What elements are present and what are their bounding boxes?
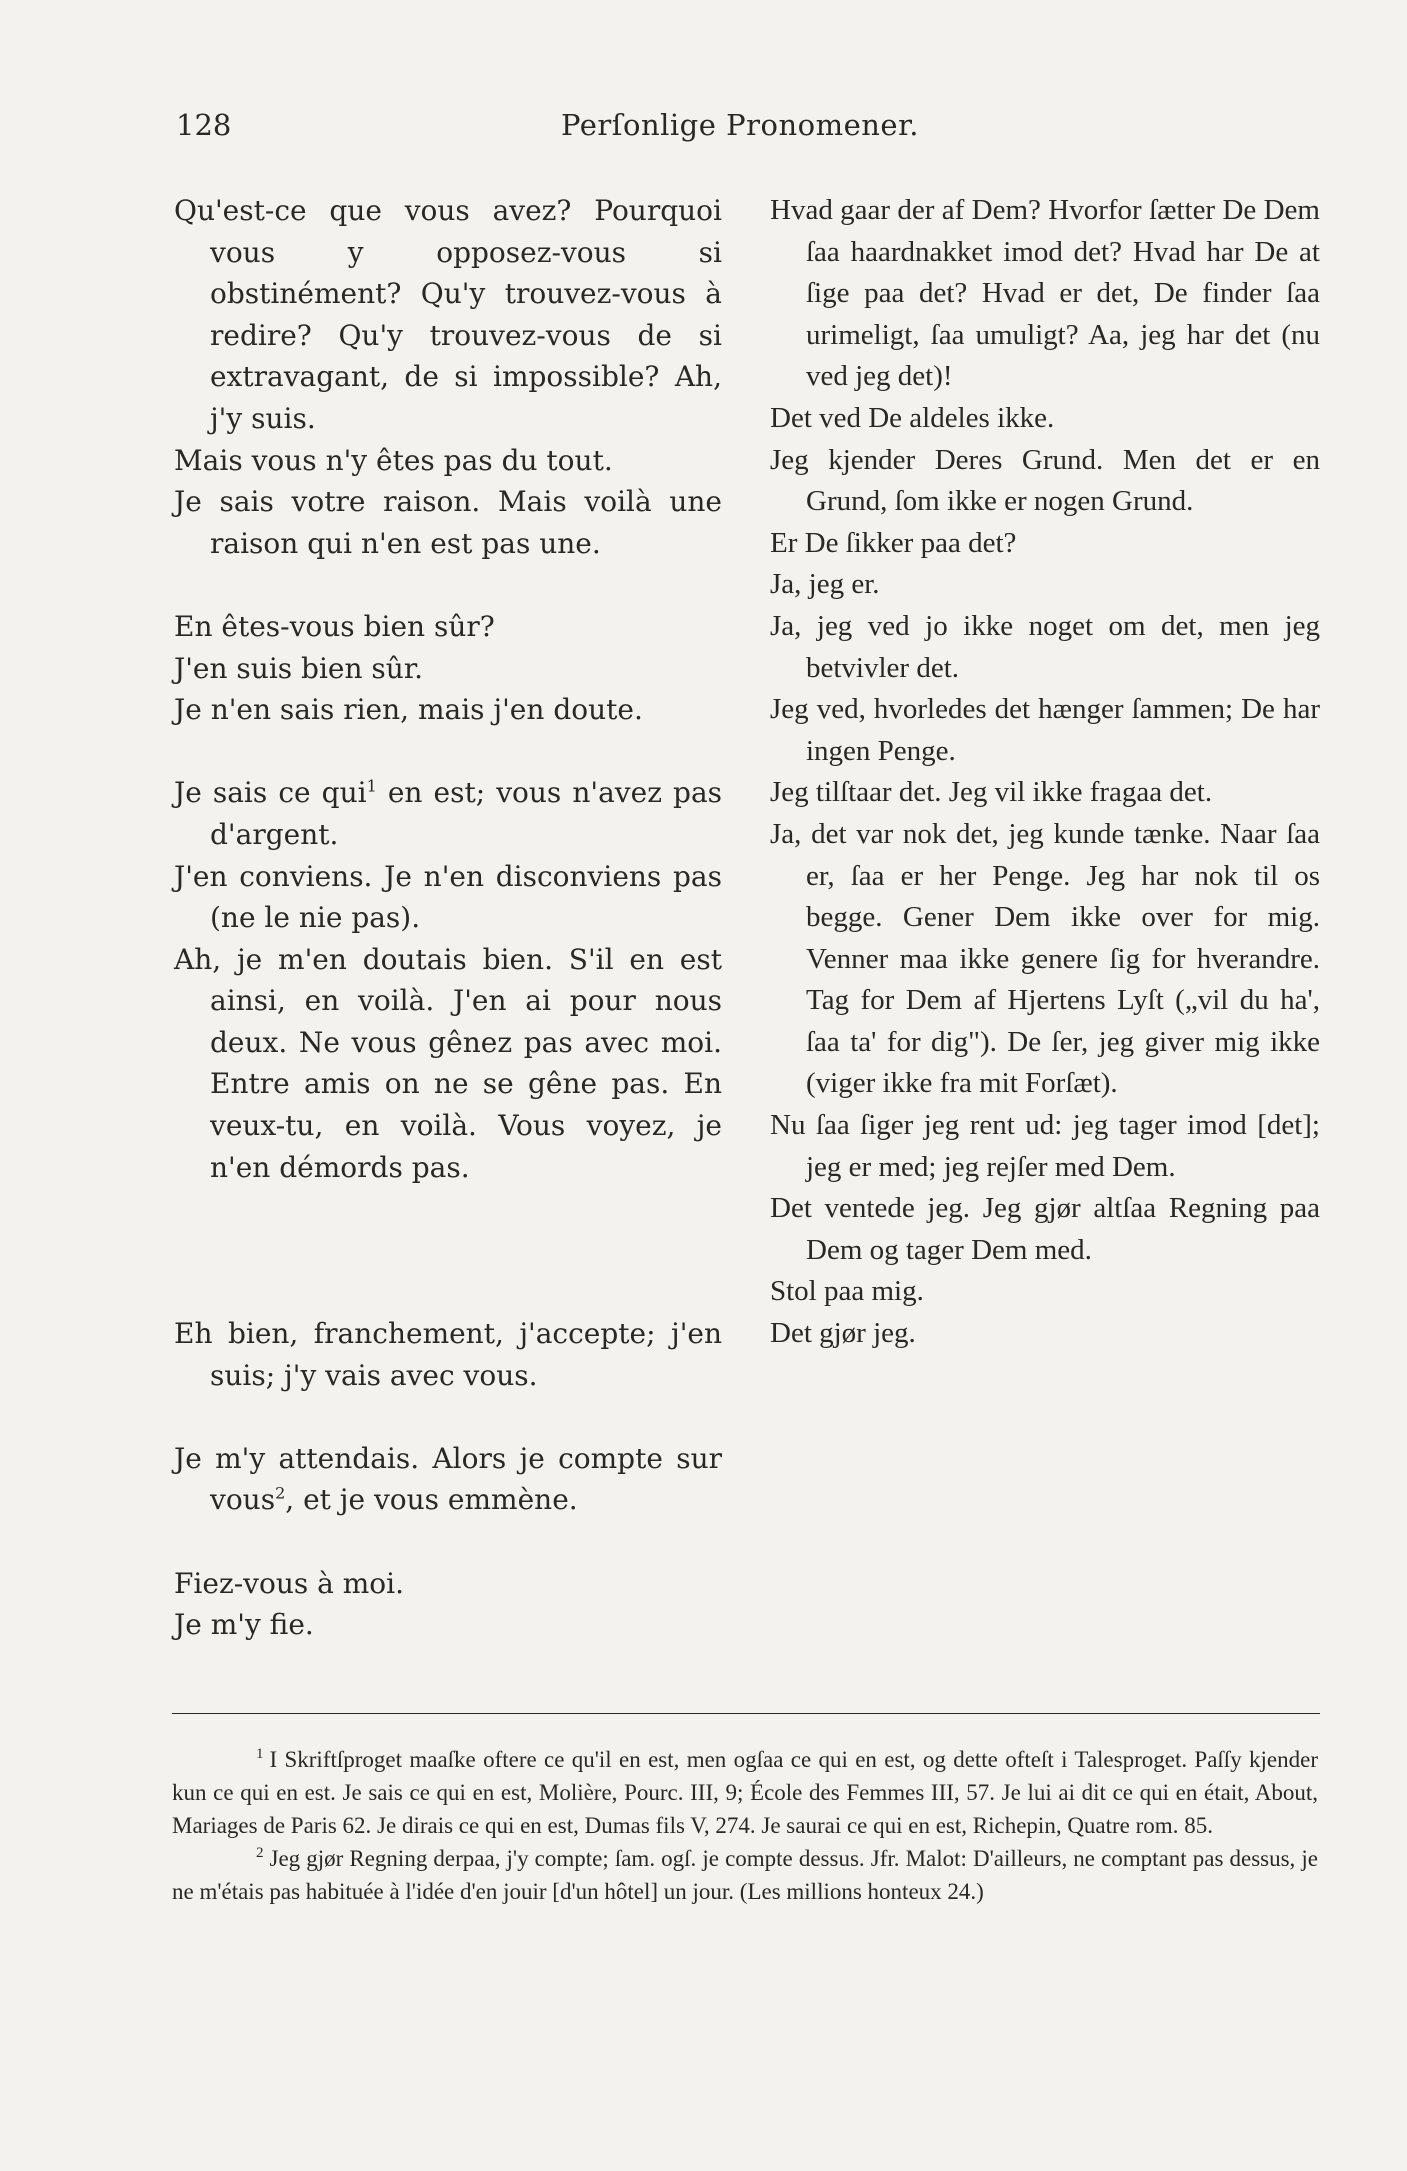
french-entry: Fiez-vous à moi.	[174, 1566, 405, 1600]
footnote-text: Jeg gjør Regning derpaa, j'y compte; ſam. ogſ. je compte dessus. Jfr. Malot: D'ailleurs, ne comptant pas dessus, je ne m'étais pas habituée à l'idée d'en jouir [d'un hôtel] un jour. (Les millions honteux 24.)	[172, 1846, 1318, 1904]
french-entry: J'en suis bien sûr.	[174, 651, 424, 685]
danish-entry: Jeg ved, hvorledes det hænger ſammen; De har ingen Penge.	[770, 693, 1320, 767]
danish-entry: Ja, jeg er.	[770, 568, 880, 601]
danish-entry: Jeg kjender Deres Grund. Men det er en Grund, ſom ikke er nogen Grund.	[770, 443, 1320, 518]
footnote-reference: 2	[275, 1484, 286, 1504]
french-entry: Ah, je m'en doutais bien. S'il en est ainsi, en voilà. J'en ai pour nous deux. Ne vous gênez pas avec moi. Entre amis on ne se gêne pas. En veux-tu, en voilà. Vous voyez, je n'en démords pas.	[174, 942, 722, 1184]
running-title: Perſonlige Pronomener.	[561, 108, 919, 142]
footnote	[172, 1743, 1318, 1842]
french-entry: Eh bien, franchement, j'accepte; j'en suis; j'y vais avec vous.	[174, 1317, 722, 1392]
danish-entry: Det ved De aldeles ikke.	[770, 401, 1055, 434]
french-column	[174, 190, 722, 1646]
french-entry: Je sais votre raison. Mais voilà une raison qui n'en est pas une.	[174, 485, 722, 560]
danish-column	[770, 190, 1320, 1355]
french-entry: J'en conviens. Je n'en disconviens pas (ne le nie pas).	[174, 859, 722, 935]
french-entry: En êtes-vous bien sûr?	[174, 609, 495, 643]
french-entry: Je n'en sais rien, mais j'en doute.	[174, 693, 643, 727]
footnote	[172, 1842, 1318, 1908]
footnote-text: I Skriftſproget maaſke oftere ce qu'il en est, men ogſaa ce qui en est, og dette ofteſt i Talesproget. Paſſy kjender kun ce qui en est. Je sais ce qui en est, Molière, Pourc. III, 9; École des Femmes III, 57. Je lui ai dit ce qui en était, About, Mariages de Paris 62. Je dirais ce qui en est, Dumas fils V, 274. Je saurai ce qui en est, Richepin, Quatre rom. 85.	[172, 1747, 1318, 1838]
entry-text: Je m'y attendais. Alors je compte sur vous	[174, 1441, 722, 1517]
footnotes	[172, 1743, 1318, 1908]
french-entry: Mais vous n'y êtes pas du tout.	[174, 443, 613, 477]
french-entry: Qu'est-ce que vous avez? Pourquoi vous y opposez-vous si obstinément? Qu'y trouvez-vous à redire? Qu'y trouvez-vous de si extravagant, de si impossible? Ah, j'y suis.	[174, 194, 722, 435]
french-entry: Je m'y fie.	[174, 1608, 314, 1642]
footnote-reference: 1	[366, 776, 377, 796]
danish-entry: Hvad gaar der af Dem? Hvorfor ſætter De Dem ſaa haardnakket imod det? Hvad har De at ſige paa det? Hvad er det, De finder ſaa urimeligt, ſaa umuligt? Aa, jeg har det (nu ved jeg det)!	[770, 194, 1320, 393]
entry-text: , et je vous emmène.	[285, 1483, 578, 1517]
danish-entry: Ja, jeg ved jo ikke noget om det, men jeg betvivler det.	[770, 609, 1320, 684]
danish-entry: Stol paa mig.	[770, 1275, 924, 1308]
danish-entry: Ja, det var nok det, jeg kunde tænke. Naar ſaa er, ſaa er her Penge. Jeg har nok til os begge. Gener Dem ikke over for mig. Venner maa ikke genere ſig for hverandre. Tag for Dem af Hjertens Lyſt („vil du ha', ſaa ta' for dig"). De ſer, jeg giver mig ikke (viger ikke fra mit Forſæt).	[770, 817, 1320, 1100]
footnote-mark: 2	[256, 1845, 264, 1862]
entry-text: en est; vous n'avez pas d'argent.	[210, 776, 723, 851]
footnote-divider	[172, 1713, 1320, 1714]
danish-entry: Jeg tilſtaar det. Jeg vil ikke fragaa det.	[770, 776, 1213, 809]
entry-text: Je sais ce qui	[174, 776, 367, 810]
french-entry-with-note	[174, 772, 722, 855]
danish-entry: Det ventede jeg. Jeg gjør altſaa Regning paa Dem og tager Dem med.	[770, 1192, 1320, 1266]
page-number: 128	[176, 108, 232, 142]
french-entry-with-note	[174, 1438, 722, 1521]
footnote-mark: 1	[256, 1746, 264, 1763]
danish-entry: Nu ſaa ſiger jeg rent ud: jeg tager imod [det]; jeg er med; jeg rejſer med Dem.	[770, 1109, 1320, 1183]
page-header	[170, 104, 1310, 150]
danish-entry: Er De ſikker paa det?	[770, 526, 1017, 559]
danish-entry: Det gjør jeg.	[770, 1317, 916, 1350]
